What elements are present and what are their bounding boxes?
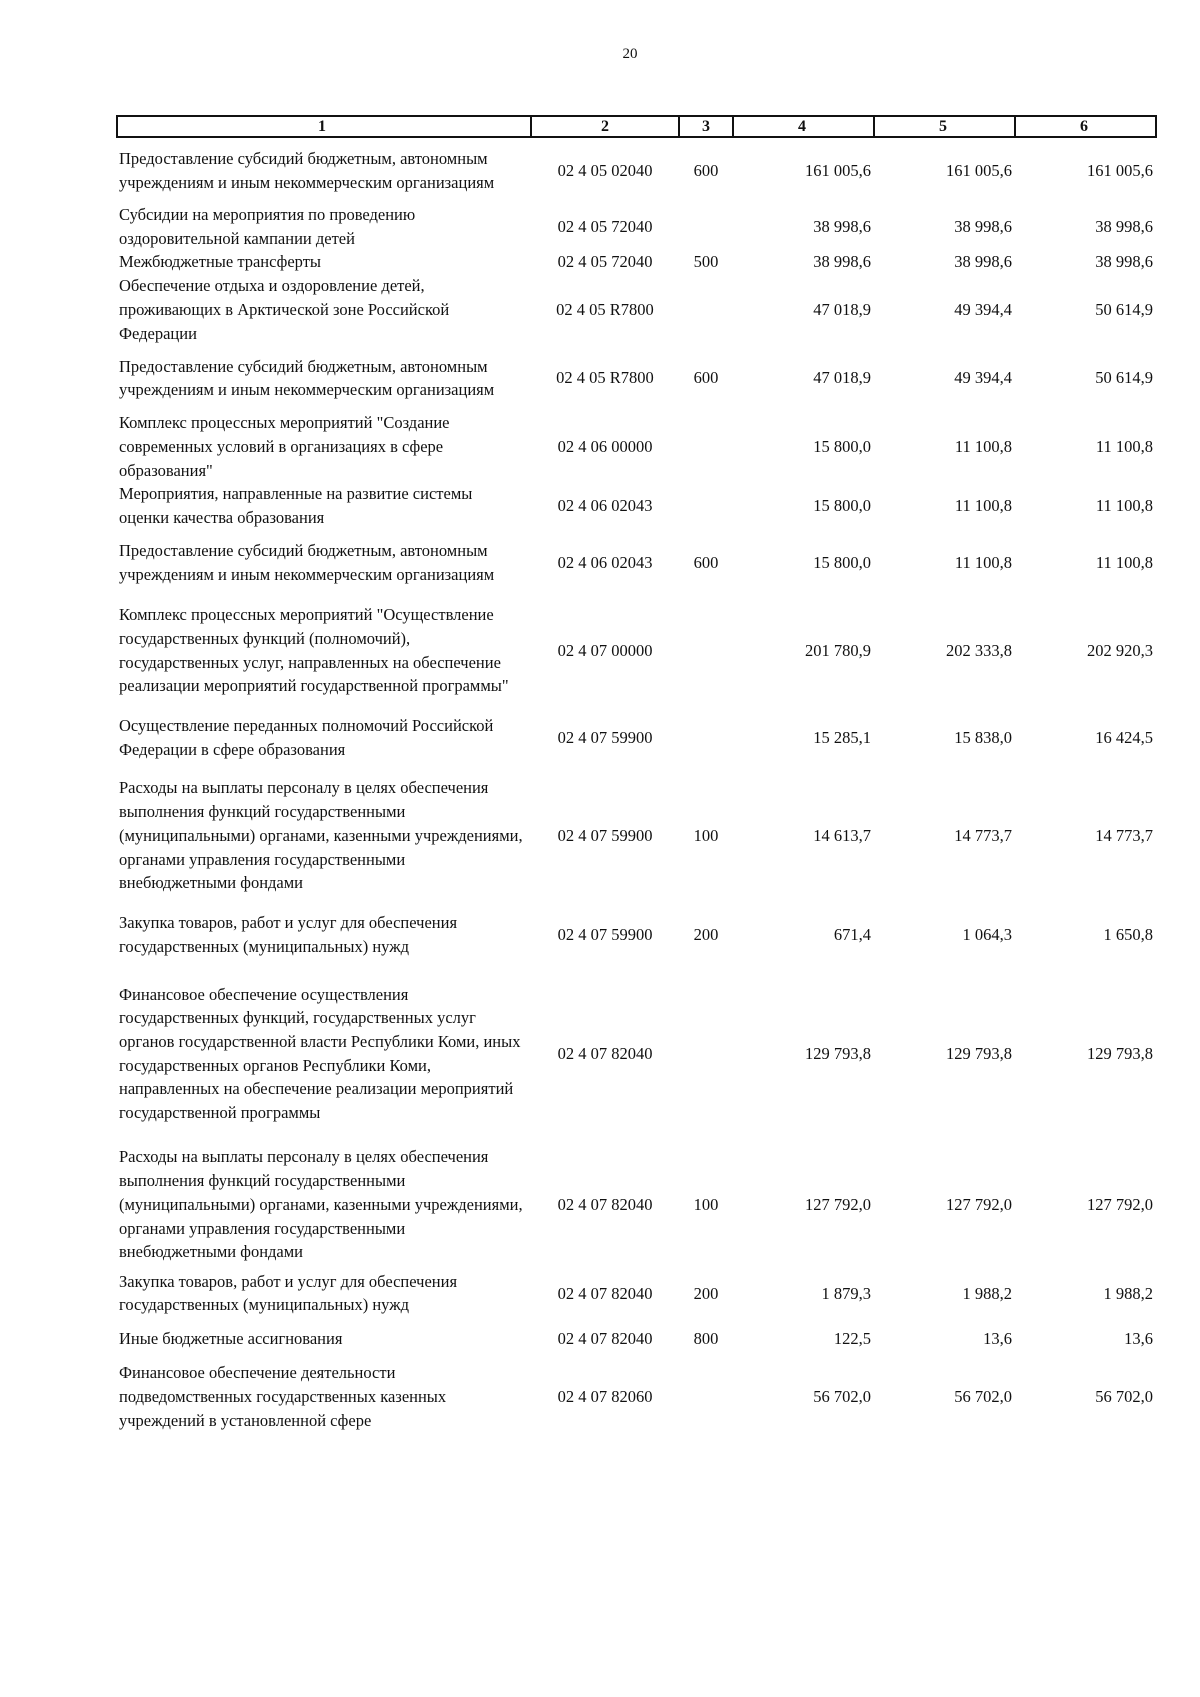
row-value-col5: 11 100,8 bbox=[954, 496, 1012, 516]
row-value-col6: 161 005,6 bbox=[1087, 160, 1153, 180]
row-name: Осуществление переданных полномочий Российской Федерации в сфере образования bbox=[119, 716, 494, 759]
page-number: 20 bbox=[622, 46, 638, 62]
table-row bbox=[117, 482, 1156, 529]
row-value-col6: 14 773,7 bbox=[1095, 825, 1153, 845]
row-value-col4: 161 005,6 bbox=[805, 160, 871, 180]
table-row bbox=[117, 706, 1156, 770]
row-code: 02 4 07 00000 bbox=[557, 640, 653, 660]
row-expense-type bbox=[679, 706, 733, 770]
row-name: Комплекс процессных мероприятий "Осуществление государственных функций (полномочий), государственных услуг, направленных на обеспечение реализации мероприятий государственной программы" bbox=[119, 605, 509, 696]
row-expense-type: 600 bbox=[693, 368, 719, 388]
row-value-col6: 127 792,0 bbox=[1087, 1194, 1153, 1214]
row-value-col6: 202 920,3 bbox=[1087, 640, 1153, 660]
row-expense-type: 100 bbox=[693, 825, 719, 845]
row-name: Предоставление субсидий бюджетным, автономным учреждениям и иным некоммерческим организациям bbox=[119, 148, 495, 192]
row-expense-type: 500 bbox=[693, 252, 719, 272]
row-code: 02 4 07 82040 bbox=[557, 1043, 653, 1063]
row-expense-type bbox=[679, 596, 733, 706]
budget-table bbox=[116, 115, 1157, 1432]
row-value-col5: 13,6 bbox=[983, 1329, 1012, 1349]
row-value-col5: 1 988,2 bbox=[962, 1283, 1012, 1303]
row-value-col5: 49 394,4 bbox=[954, 368, 1012, 388]
table-row bbox=[117, 203, 1156, 250]
column-header-4: 4 bbox=[733, 116, 874, 137]
row-value-col4: 15 800,0 bbox=[813, 496, 871, 516]
row-name: Закупка товаров, работ и услуг для обеспечения государственных (муниципальных) нужд bbox=[119, 1271, 458, 1315]
row-code: 02 4 07 82040 bbox=[557, 1283, 653, 1303]
row-value-col4: 15 285,1 bbox=[813, 727, 871, 747]
row-value-col4: 127 792,0 bbox=[805, 1194, 871, 1214]
column-header-2: 2 bbox=[531, 116, 679, 137]
row-code: 02 4 07 59900 bbox=[557, 924, 653, 944]
row-code: 02 4 05 R7800 bbox=[556, 299, 654, 319]
row-value-col6: 11 100,8 bbox=[1095, 552, 1153, 572]
row-value-col4: 56 702,0 bbox=[813, 1386, 871, 1406]
row-value-col5: 56 702,0 bbox=[954, 1386, 1012, 1406]
table-row bbox=[117, 530, 1156, 596]
row-value-col5: 49 394,4 bbox=[954, 299, 1012, 319]
row-code: 02 4 07 82040 bbox=[557, 1194, 653, 1214]
header-row bbox=[117, 116, 1156, 137]
row-expense-type: 600 bbox=[693, 160, 719, 180]
row-value-col6: 129 793,8 bbox=[1087, 1043, 1153, 1063]
row-code: 02 4 05 R7800 bbox=[556, 368, 654, 388]
row-value-col6: 11 100,8 bbox=[1095, 436, 1153, 456]
table-row bbox=[117, 274, 1156, 345]
row-name: Межбюджетные трансферты bbox=[119, 252, 322, 272]
row-value-col6: 11 100,8 bbox=[1095, 496, 1153, 516]
row-value-col5: 161 005,6 bbox=[946, 160, 1012, 180]
table-row bbox=[117, 1361, 1156, 1432]
row-code: 02 4 05 72040 bbox=[557, 216, 653, 236]
row-value-col5: 1 064,3 bbox=[962, 924, 1012, 944]
row-value-col4: 47 018,9 bbox=[813, 299, 871, 319]
row-value-col6: 1 650,8 bbox=[1103, 924, 1153, 944]
row-expense-type bbox=[679, 968, 733, 1140]
row-name: Предоставление субсидий бюджетным, автономным учреждениям и иным некоммерческим организациям bbox=[119, 541, 495, 584]
table-row bbox=[117, 902, 1156, 968]
row-value-col5: 127 792,0 bbox=[946, 1194, 1012, 1214]
row-value-col5: 38 998,6 bbox=[954, 216, 1012, 236]
column-header-3: 3 bbox=[679, 116, 733, 137]
table-row bbox=[117, 250, 1156, 274]
row-name: Расходы на выплаты персоналу в целях обеспечения выполнения функций государственными (муниципальными) органами, казенными учреждениями, органами управления государственными внебюджетными фондами bbox=[119, 1147, 523, 1262]
row-value-col6: 38 998,6 bbox=[1095, 216, 1153, 236]
row-value-col4: 201 780,9 bbox=[805, 640, 871, 660]
table-row bbox=[117, 137, 1156, 203]
table-row bbox=[117, 1270, 1156, 1317]
table-row bbox=[117, 596, 1156, 706]
row-expense-type bbox=[679, 203, 733, 250]
row-value-col6: 50 614,9 bbox=[1095, 368, 1153, 388]
table-row bbox=[117, 968, 1156, 1140]
column-header-6: 6 bbox=[1015, 116, 1156, 137]
row-code: 02 4 07 82060 bbox=[557, 1386, 653, 1406]
row-expense-type bbox=[679, 274, 733, 345]
row-value-col4: 47 018,9 bbox=[813, 368, 871, 388]
row-value-col6: 38 998,6 bbox=[1095, 252, 1153, 272]
row-name: Расходы на выплаты персоналу в целях обеспечения выполнения функций государственными (муниципальными) органами, казенными учреждениями, органами управления государственными внебюджетными фондами bbox=[119, 778, 523, 893]
column-header-1: 1 bbox=[117, 116, 531, 137]
row-name: Финансовое обеспечение осуществления государственных функций, государственных услуг органов государственной власти Республики Коми, иных государственных органов Республики Коми, направленных на обеспечение реализации мероприятий государственной программы bbox=[119, 984, 521, 1123]
row-value-col4: 38 998,6 bbox=[813, 252, 871, 272]
row-expense-type bbox=[679, 482, 733, 529]
row-value-col5: 14 773,7 bbox=[954, 825, 1012, 845]
row-value-col5: 15 838,0 bbox=[954, 727, 1012, 747]
row-expense-type: 600 bbox=[693, 552, 719, 572]
row-code: 02 4 06 02043 bbox=[557, 552, 653, 572]
row-name: Финансовое обеспечение деятельности подведомственных государственных казенных учреждений в установленной сфере bbox=[119, 1363, 447, 1430]
row-value-col6: 13,6 bbox=[1124, 1329, 1153, 1349]
row-value-col4: 38 998,6 bbox=[813, 216, 871, 236]
row-code: 02 4 07 82040 bbox=[557, 1329, 653, 1349]
row-value-col5: 38 998,6 bbox=[954, 252, 1012, 272]
row-value-col4: 129 793,8 bbox=[805, 1043, 871, 1063]
row-expense-type bbox=[679, 411, 733, 482]
row-value-col4: 14 613,7 bbox=[813, 825, 871, 845]
row-code: 02 4 06 00000 bbox=[557, 436, 653, 456]
row-expense-type bbox=[679, 1361, 733, 1432]
row-value-col4: 671,4 bbox=[833, 924, 871, 944]
row-value-col4: 122,5 bbox=[833, 1329, 871, 1349]
row-name: Предоставление субсидий бюджетным, автономным учреждениям и иным некоммерческим организациям bbox=[119, 356, 495, 400]
row-value-col4: 1 879,3 bbox=[821, 1283, 871, 1303]
row-name: Обеспечение отдыха и оздоровление детей, проживающих в Арктической зоне Российской Федерации bbox=[119, 276, 450, 343]
row-code: 02 4 05 02040 bbox=[557, 160, 653, 180]
table-row bbox=[117, 411, 1156, 482]
table-row bbox=[117, 1140, 1156, 1270]
row-value-col5: 129 793,8 bbox=[946, 1043, 1012, 1063]
row-name: Субсидии на мероприятия по проведению оздоровительной кампании детей bbox=[119, 205, 416, 248]
row-code: 02 4 07 59900 bbox=[557, 727, 653, 747]
row-code: 02 4 06 02043 bbox=[557, 496, 653, 516]
row-value-col4: 15 800,0 bbox=[813, 436, 871, 456]
row-value-col5: 202 333,8 bbox=[946, 640, 1012, 660]
row-name: Закупка товаров, работ и услуг для обеспечения государственных (муниципальных) нужд bbox=[119, 913, 458, 956]
row-value-col5: 11 100,8 bbox=[954, 552, 1012, 572]
row-code: 02 4 07 59900 bbox=[557, 825, 653, 845]
row-expense-type: 200 bbox=[693, 924, 719, 944]
row-name: Комплекс процессных мероприятий "Создание современных условий в организациях в сфере образования" bbox=[119, 413, 450, 480]
row-name: Мероприятия, направленные на развитие системы оценки качества образования bbox=[119, 484, 473, 528]
table-row bbox=[117, 1317, 1156, 1361]
row-value-col6: 16 424,5 bbox=[1095, 727, 1153, 747]
row-value-col6: 56 702,0 bbox=[1095, 1386, 1153, 1406]
row-code: 02 4 05 72040 bbox=[557, 252, 653, 272]
table-row bbox=[117, 770, 1156, 902]
row-expense-type: 200 bbox=[693, 1283, 719, 1303]
row-expense-type: 100 bbox=[693, 1194, 719, 1214]
column-header-5: 5 bbox=[874, 116, 1015, 137]
row-value-col4: 15 800,0 bbox=[813, 552, 871, 572]
row-value-col5: 11 100,8 bbox=[954, 436, 1012, 456]
row-expense-type: 800 bbox=[693, 1329, 719, 1349]
row-name: Иные бюджетные ассигнования bbox=[119, 1329, 343, 1349]
row-value-col6: 50 614,9 bbox=[1095, 299, 1153, 319]
table-row bbox=[117, 345, 1156, 411]
row-value-col6: 1 988,2 bbox=[1103, 1283, 1153, 1303]
